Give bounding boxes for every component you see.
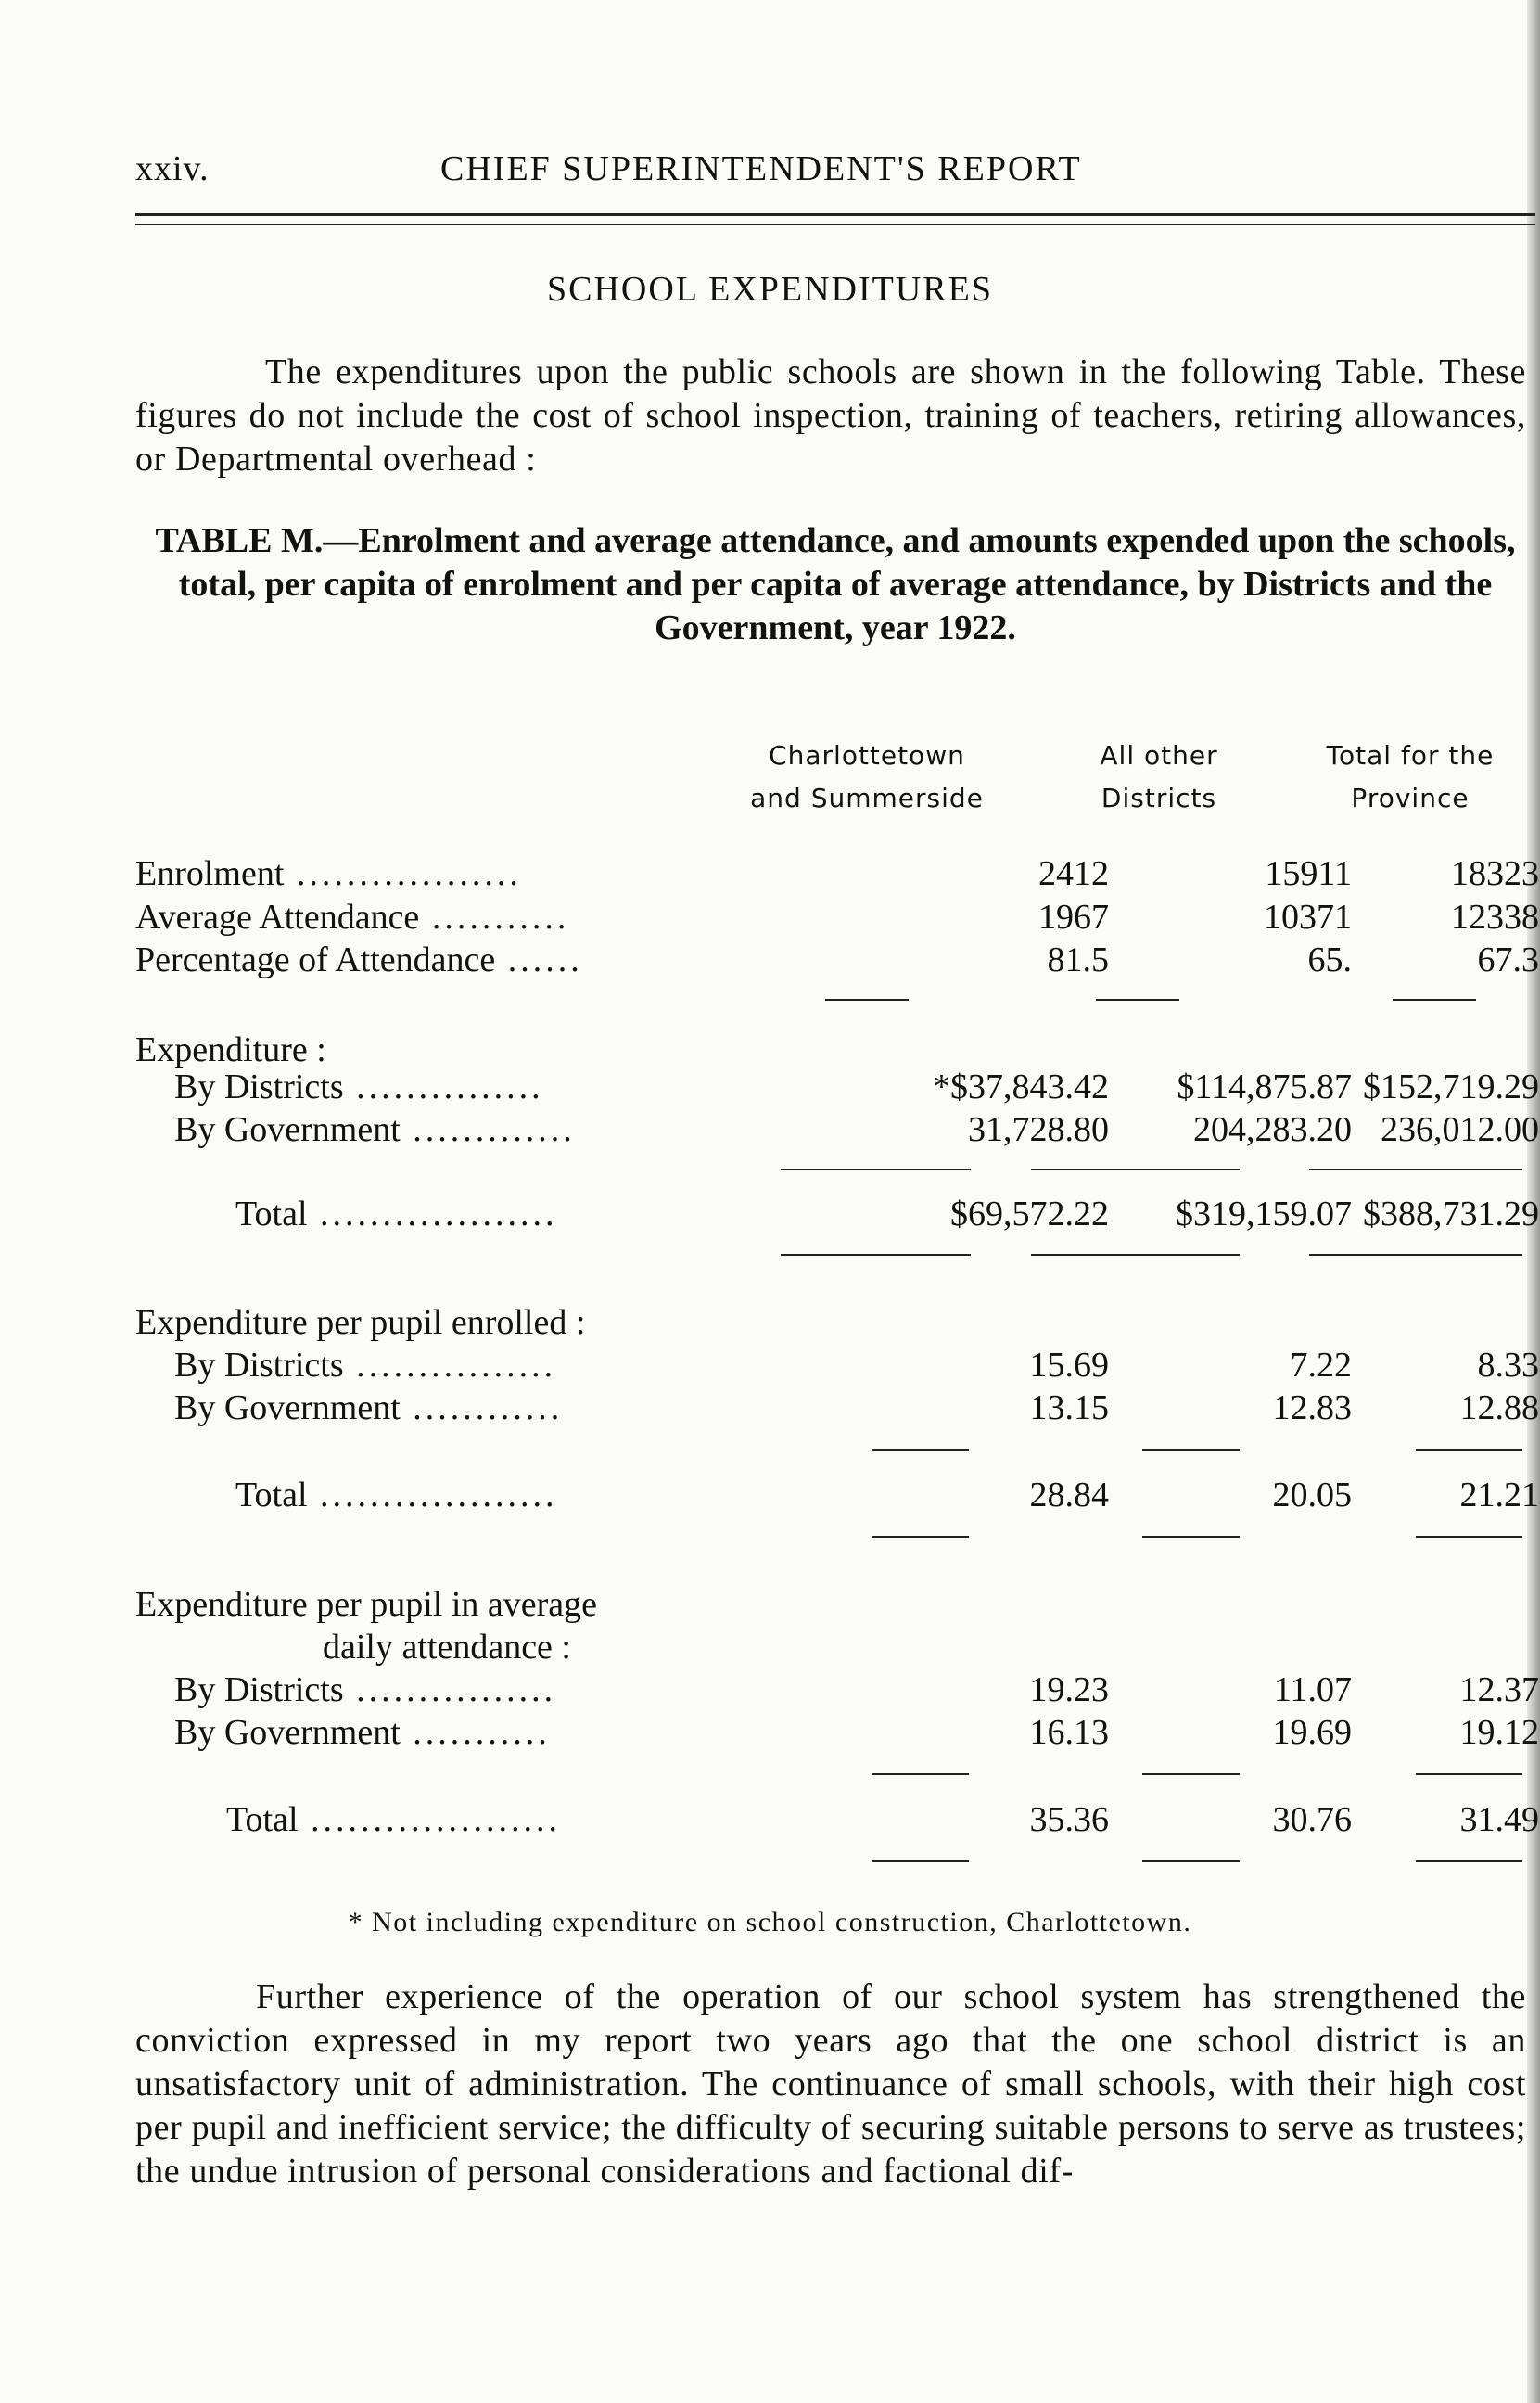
table-row-total [135,1194,1539,1236]
row-label: Expenditure per pupil in average [135,1585,598,1624]
column-rule [872,1449,969,1451]
column-header-other-districts [1052,735,1266,820]
column-header-line: and Summerside [750,783,984,813]
column-header-line: Province [1351,783,1470,813]
column-rule [781,1169,971,1170]
cell-value: 1967 [1038,898,1109,937]
intro-paragraph: The expenditures upon the public schools are shown in the following Table. These figures do not include the cost of school inspection, training of teachers, retiring allowances, or Departmental overhead : [135,352,1526,479]
table-row [135,1109,1539,1152]
table-caption-text: —Enrolment and average attendance, and amounts expended upon the schools, total, per capita of enrolment and per capita of average attendance, by Districts and the Government, year 1922. [178,521,1516,647]
column-header-line: Charlottetown [769,740,965,771]
table-row [135,1712,1539,1755]
cell-value: 10371 [1264,898,1352,937]
cell-value: 236,012.00 [1381,1110,1539,1149]
table-row-total [135,1475,1539,1517]
cell-value: 12.37 [1459,1670,1539,1709]
table-section-heading [135,1584,1535,1627]
cell-value: 8.33 [1477,1346,1539,1385]
table-row [135,939,1539,982]
column-header-line: Districts [1101,783,1217,813]
row-label: Percentage of Attendance ...... [135,940,583,979]
cell-value: 11.07 [1273,1670,1352,1709]
table-section-heading [135,1302,1535,1345]
cell-value: 20.05 [1272,1476,1352,1515]
cell-value: 7.22 [1290,1346,1352,1385]
page-folio: xxiv. [135,149,210,188]
cell-value: 67.3 [1477,940,1539,979]
table-caption [135,519,1535,650]
cell-value: $388,731.29 [1363,1195,1539,1233]
column-rule [781,1254,971,1256]
column-rule [1031,1169,1240,1170]
column-rule [1142,1449,1240,1451]
cell-value: $319,159.07 [1176,1195,1352,1233]
table-section-heading [135,1627,1535,1669]
column-rule [1416,1860,1522,1862]
row-label: By Government ............. [174,1110,576,1149]
closing-paragraph: Further experience of the operation of our school system has strengthened the conviction expressed in my report two years ago that the one school district is an unsatisfactory unit of administration. The continuance of small schools, with their high cost per pupil and inefficient service; the difficulty of securing suitable persons to serve as trustees; the undue intrusion of personal considerations and factional dif- [135,1977,1526,2191]
cell-value: $152,719.29 [1363,1067,1539,1106]
column-rule [872,1860,969,1862]
column-rule [1309,1169,1522,1170]
table-row [135,1345,1539,1387]
cell-value: 21.21 [1459,1476,1539,1515]
column-rule [872,1773,969,1775]
cell-value: 15.69 [1029,1346,1109,1385]
column-header-province-total [1289,735,1532,820]
cell-value: 12338 [1451,898,1539,937]
header-double-rule [135,213,1535,225]
table-row [135,1067,1539,1109]
cell-value: 15911 [1265,854,1352,893]
cell-value: $69,572.22 [950,1195,1109,1233]
cell-value: 2412 [1038,854,1109,893]
cell-value: 12.88 [1459,1388,1539,1427]
table-row [135,853,1539,896]
column-rule [1142,1860,1240,1862]
row-label: Total ................... [235,1476,558,1515]
column-rule [1142,1536,1240,1538]
column-rule [1393,999,1476,1001]
row-label: Average Attendance ........... [135,898,570,937]
row-label: By Government ............ [174,1388,564,1427]
column-header-line: All other [1100,740,1218,771]
cell-value: 35.36 [1029,1800,1109,1839]
section-title: SCHOOL EXPENDITURES [547,270,993,309]
cell-value: 12.83 [1272,1388,1352,1427]
cell-value: 19.23 [1029,1670,1109,1709]
table-row [135,1387,1539,1430]
row-label: By Districts ............... [174,1067,544,1106]
cell-value: $114,875.87 [1177,1067,1352,1106]
row-label: By Districts ................ [174,1346,557,1385]
cell-value: 31.49 [1459,1800,1539,1839]
column-rule [1309,1254,1522,1256]
column-rule [1416,1449,1522,1451]
cell-value: 18323 [1451,854,1539,893]
column-rule [1416,1773,1522,1775]
cell-value: 19.12 [1459,1713,1539,1752]
table-row [135,897,1539,939]
column-rule [1096,999,1179,1001]
cell-value: 19.69 [1272,1713,1352,1752]
row-label: By Government ........... [174,1713,551,1752]
cell-value: 204,283.20 [1193,1110,1352,1149]
cell-value: 31,728.80 [968,1110,1109,1149]
row-label: Total .................... [226,1800,562,1839]
table-caption-lead: TABLE M. [155,521,324,560]
column-rule [872,1536,969,1538]
column-rule [1142,1773,1240,1775]
row-label: By Districts ................ [174,1670,557,1709]
running-head: CHIEF SUPERINTENDENT'S REPORT [440,149,1082,188]
column-rule [825,999,909,1001]
cell-value: 30.76 [1272,1800,1352,1839]
cell-value: 16.13 [1029,1713,1109,1752]
row-label: Expenditure per pupil enrolled : [135,1303,586,1342]
column-rule [1031,1254,1240,1256]
column-header-line: Total for the [1326,740,1495,771]
row-label: Expenditure : [135,1030,326,1069]
cell-value: *$37,843.42 [933,1067,1109,1106]
row-label: Enrolment .................. [135,854,522,893]
table-row [135,1669,1539,1712]
table-row-total [135,1799,1539,1842]
cell-value: 81.5 [1047,940,1109,979]
column-rule [1416,1536,1522,1538]
row-label: daily attendance : [323,1628,571,1667]
table-footnote: * Not including expenditure on school construction, Charlottetown. [348,1907,1192,1937]
cell-value: 65. [1307,940,1352,979]
column-header-charlottetown [732,735,1001,820]
cell-value: 13.15 [1029,1388,1109,1427]
row-label: Total ................... [235,1195,558,1233]
cell-value: 28.84 [1029,1476,1109,1515]
